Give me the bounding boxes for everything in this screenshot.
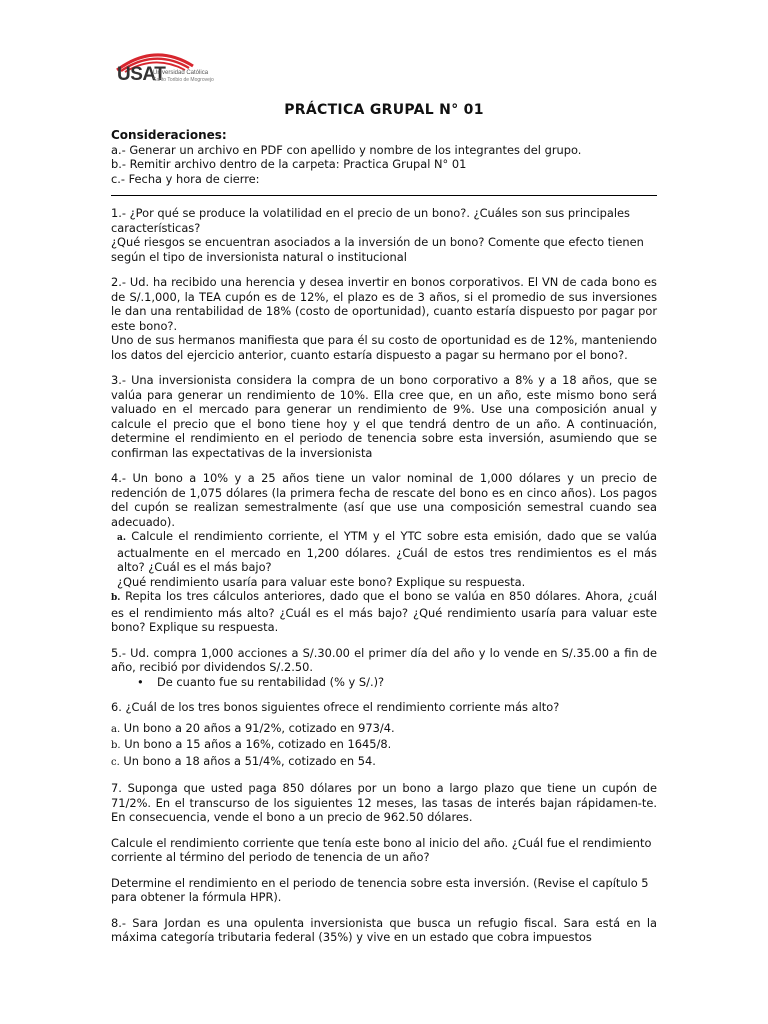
q4-item-a: [111, 529, 657, 575]
q6-item-mark: b.: [111, 740, 121, 751]
q6-item: [111, 754, 657, 771]
q1-text-2: ¿Qué riesgos se encuentran asociados a la inversión de un bono? Comente que efecto tienen según el tipo de inversionista natural o institucional: [111, 235, 644, 264]
q2-text: 2.- Ud. ha recibido una herencia y desea invertir en bonos corporativos. El VN de cada bono es de S/.1,000, la TEA cupón es de 12%, el plazo es de 3 años, si el promedio de sus inversiones le dan una rentabilidad de 18% (costo de oportunidad), cuanto estaría dispuesto por pagar por este bono?.: [111, 275, 657, 333]
consideration-item: c.- Fecha y hora de cierre:: [111, 171, 260, 186]
q6-item-mark: c.: [111, 756, 120, 768]
q5-bullet: [111, 675, 657, 690]
q4-b-mark: b.: [111, 593, 121, 603]
q5-bullet-text: De cuanto fue su rentabilidad (% y S/.)?: [157, 674, 385, 689]
q4-a-mark: a.: [117, 533, 126, 543]
bullet-icon: •: [137, 674, 144, 689]
logo-line1: Universidad Católica: [153, 70, 209, 76]
q8-text: 8.- Sara Jordan es una opulenta inversionista que busca un refugio fiscal. Sara está en la máxima categoría tributaria federal (35%) y vive en un estado que cobra impuestos: [111, 915, 657, 944]
q7-text-2: Calcule el rendimiento corriente que tenía este bono al inicio del año. ¿Cuál fue el rendimiento corriente al término del periodo de tenencia de un año?: [111, 835, 652, 864]
consideration-item: b.- Remitir archivo dentro de la carpeta: Practica Grupal N° 01: [111, 157, 467, 171]
q6-item-text: Un bono a 20 años a 91/2%, cotizado en 973/4.: [123, 720, 395, 735]
q1-text: 1.- ¿Por qué se produce la volatilidad en el precio de un bono?. ¿Cuáles son sus principales características?: [111, 206, 630, 235]
q6-item-text: Un bono a 15 años a 16%, cotizado en 1645/8.: [124, 737, 392, 751]
q6-item: [111, 721, 657, 738]
q4-a-text: Calcule el rendimiento corriente, el YTM y el YTC sobre esta emisión, dado que se valúa actualmente en el mercado en 1,200 dólares. ¿Cuál de estos tres rendimientos es el más alto? ¿Cuál es el más bajo?: [117, 529, 657, 574]
q2-text-2: Uno de sus hermanos manifiesta que para él su costo de oportunidad es de 12%, manteniendo los datos del ejercicio anterior, cuanto estaría dispuesto a pagar su hermano por el bono?.: [111, 333, 657, 362]
q6-item: [111, 737, 657, 754]
divider: [111, 195, 657, 196]
q7-text-3: Determine el rendimiento en el periodo de tenencia sobre esta inversión. (Revise el capítulo 5 para obtener la fórmula HPR).: [111, 875, 649, 904]
page-title: PRÁCTICA GRUPAL N° 01: [284, 102, 484, 118]
q3-text: 3.- Una inversionista considera la compra de un bono corporativo a 8% y a 18 años, que se valúa para generar un rendimiento de 10%. Ella cree que, en un año, este mismo bono será valuado en el mercado para generar un rendimiento de 9%. Use una composición anual y calcule el precio que el bono tiene hoy y el que tendrá dentro de un año. A continuación, determine el rendimiento en el periodo de tenencia sobre esta inversión, asumiendo que se confirman las expectativas de la inversionista: [111, 373, 657, 460]
q7-text: 7. Suponga que usted paga 850 dólares por un bono a largo plazo que tiene un cupón de 71/2%. En el transcurso de los siguientes 12 meses, las tasas de interés bajan rápidamen-te. En consecuencia, vende el bono a un precio de 962.50 dólares.: [111, 781, 657, 824]
document-body: [111, 128, 657, 945]
q4-item-b: [111, 589, 657, 635]
q6-item-text: Un bono a 18 años a 51/4%, cotizado en 54.: [123, 753, 376, 768]
usat-logo: [115, 44, 214, 104]
logo-line2: Santo Toribio de Mogrovejo: [153, 77, 214, 83]
considerations-heading: Consideraciones:: [111, 128, 227, 142]
q5-text: 5.- Ud. compra 1,000 acciones a S/.30.00 el primer día del año y lo vende en S/.35.00 a fin de año, recibió por dividendos S/.2.50.: [111, 645, 657, 674]
q4-a-text-2: ¿Qué rendimiento usaría para valuar este bono? Explique su respuesta.: [117, 574, 526, 589]
q6-text: 6. ¿Cuál de los tres bonos siguientes ofrece el rendimiento corriente más alto?: [111, 700, 560, 714]
q4-b-text: Repita los tres cálculos anteriores, dado que el bono se valúa en 850 dólares. Ahora, ¿cuál es el rendimiento más alto? ¿Cuál es el más bajo? ¿Qué rendimiento usaría para valuar este bono? Explique su respuesta.: [111, 589, 657, 634]
logo-brand: USAT: [117, 64, 166, 85]
consideration-item: a.- Generar un archivo en PDF con apellido y nombre de los integrantes del grupo.: [111, 142, 582, 157]
q6-item-mark: a.: [111, 723, 121, 735]
q4-intro: 4.- Un bono a 10% y a 25 años tiene un valor nominal de 1,000 dólares y un precio de redención de 1,075 dólares (la primera fecha de rescate del bono es en cinco años). Los pagos del cupón se realizan semestralmente (así que use una composición semestral cuando sea adecuado).: [111, 471, 657, 529]
